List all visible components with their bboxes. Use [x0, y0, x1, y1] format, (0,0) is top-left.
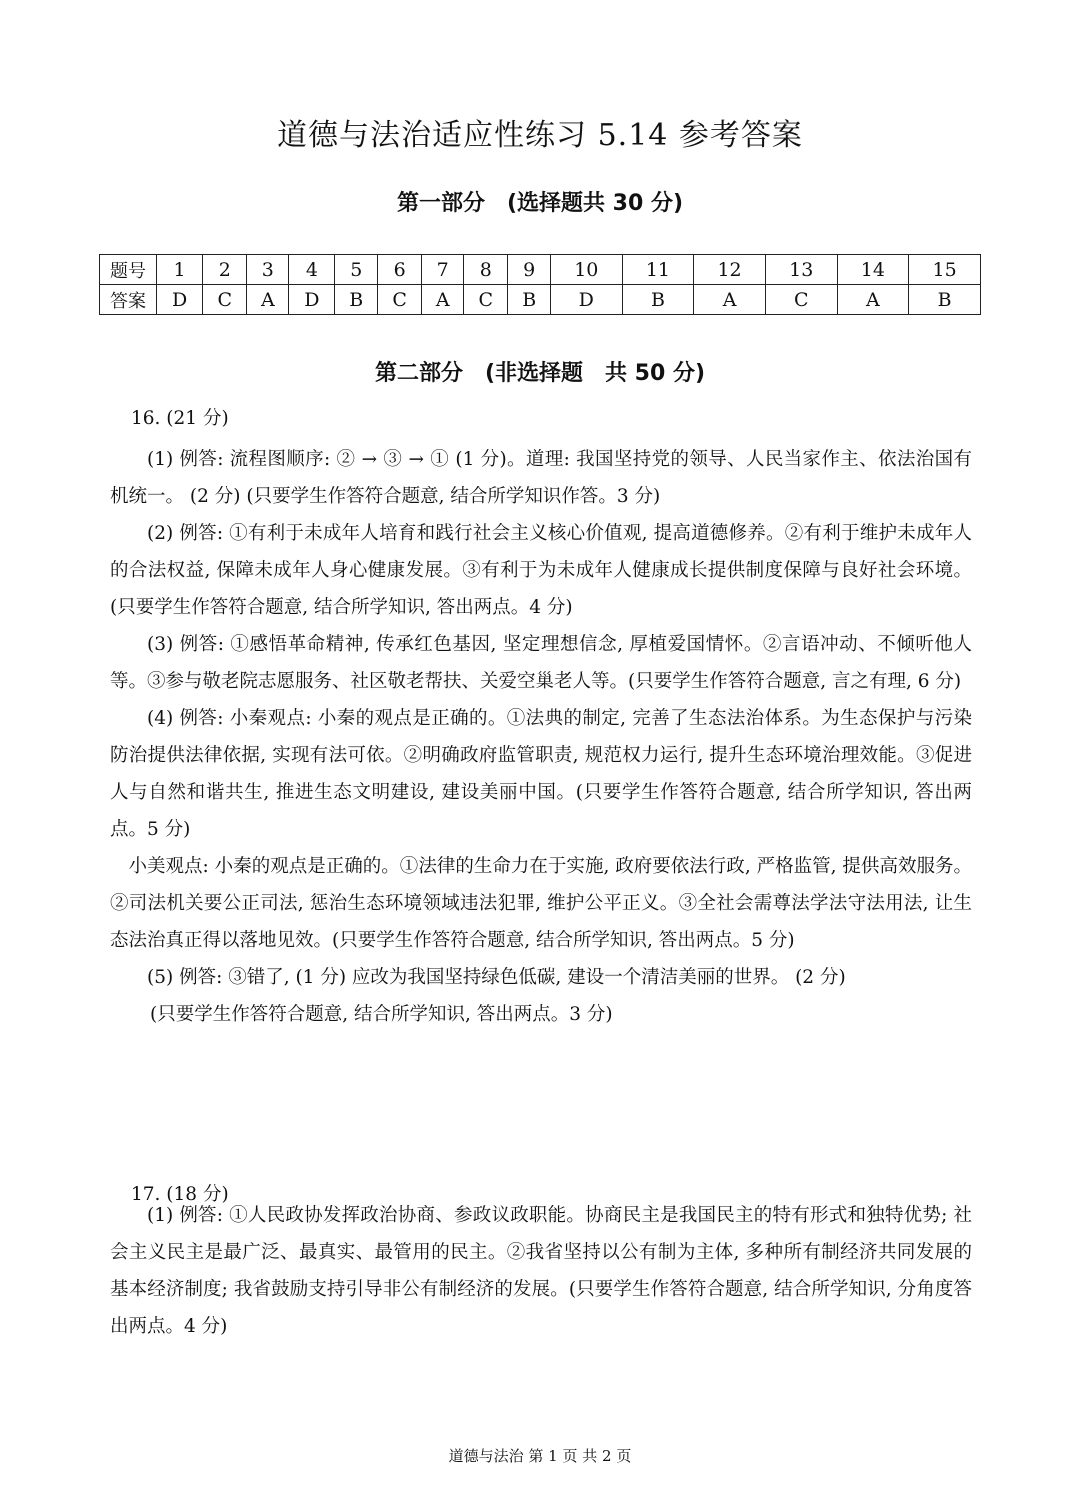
question-16-answers: [110, 441, 972, 1033]
answer-paragraph: (4) 例答: 小秦观点: 小秦的观点是正确的。①法典的制定, 完善了生态法治体系。为生态保护与污染防治提供法律依据, 实现有法可依。②明确政府监管职责, 规范权力运行, 提升生态环境治理效能。③促进人与自然和谐共生, 推进生态文明建设, 建设美丽中国。(只要学生作答符合题意, 结合所学知识, 答出两点。5 分): [110, 708, 972, 840]
answer-cell: C: [203, 285, 247, 315]
question-number-cell: 13: [765, 255, 837, 285]
answer-cell: D: [550, 285, 622, 315]
question-number-cell: 7: [422, 255, 464, 285]
question-number-row: [100, 255, 981, 285]
answer-paragraph: (1) 例答: ①人民政协发挥政治协商、参政议政职能。协商民主是我国民主的特有形式和独特优势; 社会主义民主是最广泛、最真实、最管用的民主。②我省坚持以公有制为主体, 多种所有制经济共同发展的基本经济制度; 我省鼓励支持引导非公有制经济的发展。(只要学生作答符合题意, 结合所学知识, 分角度答出两点。4 分): [110, 1205, 972, 1337]
page-footer: 道德与法治 第 1 页 共 2 页: [448, 1447, 632, 1465]
question-number-cell: 15: [909, 255, 981, 285]
answer-paragraph: (只要学生作答符合题意, 结合所学知识, 答出两点。3 分): [150, 1004, 613, 1025]
answer-cell: B: [508, 285, 551, 315]
answer-cell: C: [378, 285, 422, 315]
answer-table: [99, 254, 981, 315]
question-number-cell: 9: [508, 255, 551, 285]
answer-cell: D: [157, 285, 203, 315]
page-title: 道德与法治适应性练习 5.14 参考答案: [277, 118, 803, 153]
question-number-cell: 2: [203, 255, 247, 285]
row-label-answer: 答案: [100, 285, 157, 315]
question-number-cell: 1: [157, 255, 203, 285]
answer-paragraph: (1) 例答: 流程图顺序: ② → ③ → ① (1 分)。道理: 我国坚持党的领导、人民当家作主、依法治国有机统一。 (2 分) (只要学生作答符合题意, 结合所学知识作答。3 分): [110, 449, 972, 507]
question-number-cell: 11: [622, 255, 694, 285]
answer-paragraph: 小美观点: 小秦的观点是正确的。①法律的生命力在于实施, 政府要依法行政, 严格监管, 提供高效服务。②司法机关要公正司法, 惩治生态环境领域违法犯罪, 维护公平正义。③全社会需尊法学法守法用法, 让生态法治真正得以落地见效。(只要学生作答符合题意, 结合所学知识, 答出两点。5 分): [110, 856, 972, 951]
answer-row: [100, 285, 981, 315]
question-number-cell: 5: [335, 255, 378, 285]
answer-cell: B: [622, 285, 694, 315]
answer-cell: A: [694, 285, 766, 315]
question-17-answers: [110, 1197, 972, 1345]
answer-cell: C: [765, 285, 837, 315]
row-label-number: 题号: [100, 255, 157, 285]
question-16-label: 16. (21 分): [131, 408, 229, 429]
answer-paragraph: (2) 例答: ①有利于未成年人培育和践行社会主义核心价值观, 提高道德修养。②有利于维护未成年人的合法权益, 保障未成年人身心健康发展。③有利于为未成年人健康成长提供制度保障与良好社会环境。(只要学生作答符合题意, 结合所学知识, 答出两点。4 分): [110, 523, 972, 618]
answer-cell: B: [909, 285, 981, 315]
part1-heading: 第一部分 (选择题共 30 分): [396, 191, 684, 216]
question-17-label: 17. (18 分): [131, 1184, 229, 1205]
question-number-cell: 6: [378, 255, 422, 285]
part2-heading: 第二部分 (非选择题 共 50 分): [374, 361, 706, 386]
answer-cell: A: [247, 285, 289, 315]
question-number-cell: 14: [837, 255, 909, 285]
answer-paragraph: (5) 例答: ③错了, (1 分) 应改为我国坚持绿色低碳, 建设一个清洁美丽的世界。 (2 分): [147, 967, 846, 988]
answer-cell: A: [837, 285, 909, 315]
answer-cell: C: [464, 285, 508, 315]
answer-paragraph: (3) 例答: ①感悟革命精神, 传承红色基因, 坚定理想信念, 厚植爱国情怀。②言语冲动、不倾听他人等。③参与敬老院志愿服务、社区敬老帮扶、关爱空巢老人等。(只要学生作答符合题意, 言之有理, 6 分): [110, 634, 972, 692]
question-number-cell: 8: [464, 255, 508, 285]
question-number-cell: 3: [247, 255, 289, 285]
question-number-cell: 4: [289, 255, 335, 285]
answer-cell: A: [422, 285, 464, 315]
answer-cell: B: [335, 285, 378, 315]
question-number-cell: 10: [550, 255, 622, 285]
question-number-cell: 12: [694, 255, 766, 285]
answer-cell: D: [289, 285, 335, 315]
